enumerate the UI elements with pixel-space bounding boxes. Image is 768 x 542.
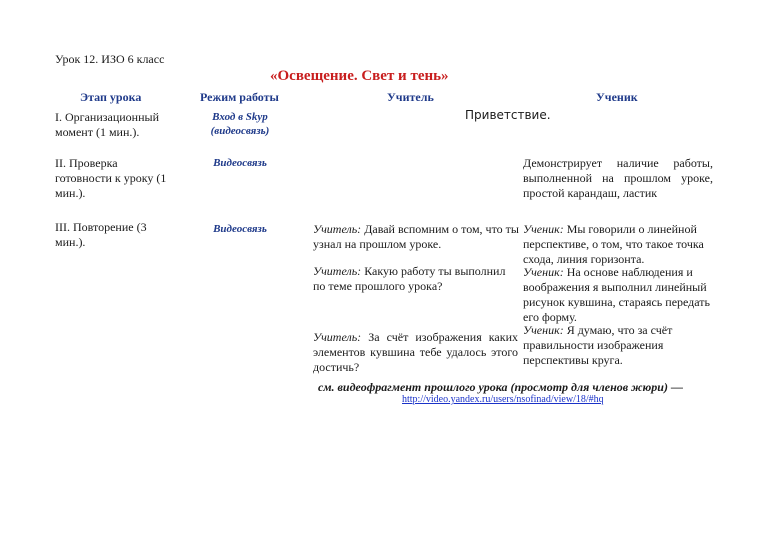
row-2-mode: Видеосвязь <box>213 157 267 169</box>
column-header-teacher: Учитель <box>387 90 434 104</box>
row-2-student: Демонстрирует наличие работы, выполненной на прошлом уроке, простой карандаш, ластик <box>523 156 713 200</box>
teacher-label: Учитель: <box>313 330 362 344</box>
teacher-line-3 <box>313 330 518 375</box>
student-text: На основе наблюдения и воображения я выполнил линейный рисунок кувшина, стараясь передать его форму. <box>523 265 711 324</box>
student-line-2 <box>523 265 715 325</box>
teacher-label: Учитель: <box>313 264 362 278</box>
student-text: Мы говорили о линейной перспективе, о том, что такое точка схода, линия горизонта. <box>523 222 704 266</box>
teacher-text: Какую работу ты выполнил по теме прошлого урока? <box>313 264 506 293</box>
row-3-stage: III. Повторение (3 мин.). <box>55 220 147 249</box>
student-text: Я думаю, что за счёт правильности изображения перспективы круга. <box>523 323 673 367</box>
student-line-1 <box>523 222 715 267</box>
video-note: см. видеофрагмент прошлого урока (просмотр для членов жюри) — <box>318 380 683 394</box>
teacher-label: Учитель: <box>313 222 362 236</box>
row-1-stage: I. Организационный момент (1 мин.). <box>55 110 159 139</box>
page-title: «Освещение. Свет и тень» <box>270 68 449 84</box>
teacher-text: За счёт изображения каких элементов кувшина тебе удалось этого достичь? <box>313 330 519 374</box>
row-1-mode: Вход в Skyp (видеосвязь) <box>210 111 270 137</box>
student-label: Ученик: <box>523 323 564 337</box>
teacher-text: Давай вспомним о том, что ты узнал на прошлом уроке. <box>313 222 519 251</box>
teacher-line-1 <box>313 222 519 252</box>
student-label: Ученик: <box>523 222 564 236</box>
student-label: Ученик: <box>523 265 564 279</box>
lesson-line: Урок 12. ИЗО 6 класс <box>55 52 165 66</box>
column-header-mode: Режим работы <box>200 90 279 104</box>
row-1-greeting: Приветствие. <box>465 108 551 122</box>
column-header-student: Ученик <box>596 90 638 104</box>
column-header-stage: Этап урока <box>80 90 142 104</box>
row-3-mode: Видеосвязь <box>213 223 267 235</box>
student-line-3 <box>523 323 715 368</box>
teacher-line-2 <box>313 264 519 294</box>
row-2-stage: II. Проверка готовности к уроку (1 мин.). <box>55 156 167 200</box>
video-link[interactable]: http://video.yandex.ru/users/nsofinad/view/18/#hq <box>402 394 604 405</box>
